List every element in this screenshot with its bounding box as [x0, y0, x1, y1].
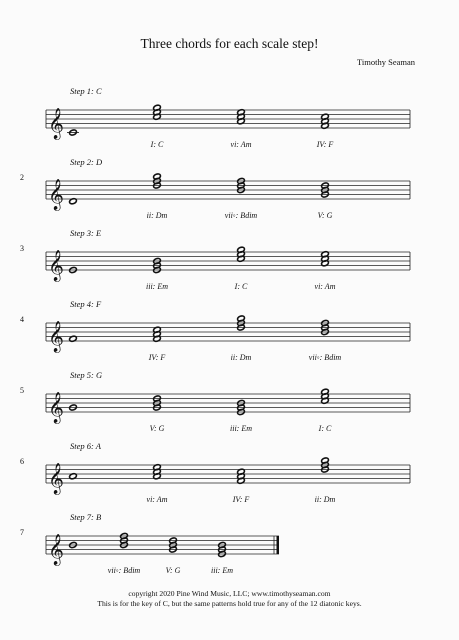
chord — [321, 113, 329, 129]
chord-label: iii: Em — [211, 566, 233, 575]
chord — [237, 109, 245, 125]
key-note-text: This is for the key of C, but the same patterns hold true for any of the 12 diatonic keys. — [97, 598, 362, 608]
chord-label: vii◦: Bdim — [308, 353, 342, 362]
chord-label: V: G — [149, 424, 165, 433]
step-label: Step 1: C — [70, 86, 102, 96]
treble-clef-icon: 𝄞 — [48, 392, 64, 423]
step-label: Step 2: D — [70, 157, 103, 167]
chord-label: ii: Dm — [230, 353, 252, 362]
chord-label: vi: Am — [314, 282, 336, 291]
chord — [237, 246, 245, 262]
chord — [237, 468, 245, 484]
system-number: 7 — [20, 528, 24, 537]
chord — [153, 326, 161, 342]
treble-clef-icon: 𝄞 — [48, 321, 64, 352]
system-number: 6 — [20, 457, 24, 466]
treble-clef-icon: 𝄞 — [48, 179, 64, 210]
chord — [153, 464, 161, 480]
chord-label: iii: Em — [146, 282, 168, 291]
system-number: 2 — [20, 173, 24, 182]
step-label: Step 6: A — [70, 441, 102, 451]
chord-label: IV: F — [316, 140, 334, 149]
chord-label: I: C — [318, 424, 332, 433]
final-barline-thick — [277, 536, 280, 554]
chord-label: I: C — [234, 282, 248, 291]
step-label: Step 3: E — [70, 228, 102, 238]
composer-name: Timothy Seaman — [356, 57, 415, 67]
copyright-text: copyright 2020 Pine Wind Music, LLC; www.timothyseaman.com — [128, 589, 331, 598]
treble-clef-icon: 𝄞 — [48, 463, 64, 494]
chord-label: vii◦: Bdim — [107, 566, 141, 575]
chord-label: IV: F — [232, 495, 250, 504]
treble-clef-icon: 𝄞 — [48, 534, 64, 565]
chord-label: iii: Em — [230, 424, 252, 433]
chord-label: vi: Am — [230, 140, 252, 149]
chord-label: ii: Dm — [146, 211, 168, 220]
chord-label: IV: F — [148, 353, 166, 362]
chord-label: V: G — [317, 211, 333, 220]
treble-clef-icon: 𝄞 — [48, 250, 64, 281]
step-label: Step 7: B — [70, 512, 102, 522]
system-number: 4 — [20, 315, 24, 324]
chord — [321, 388, 329, 404]
chord-label: ii: Dm — [314, 495, 336, 504]
chord-label: vi: Am — [146, 495, 168, 504]
chord-label: V: G — [165, 566, 181, 575]
step-label: Step 5: G — [70, 370, 103, 380]
footer — [0, 589, 459, 608]
chord-label: vii◦: Bdim — [224, 211, 258, 220]
step-label: Step 4: F — [70, 299, 102, 309]
chord — [321, 251, 329, 267]
system-number: 3 — [20, 244, 24, 253]
page-title: Three chords for each scale step! — [140, 36, 319, 51]
treble-clef-icon: 𝄞 — [48, 108, 64, 139]
chord — [153, 104, 161, 120]
chord-label: I: C — [150, 140, 164, 149]
system-number: 5 — [20, 386, 24, 395]
